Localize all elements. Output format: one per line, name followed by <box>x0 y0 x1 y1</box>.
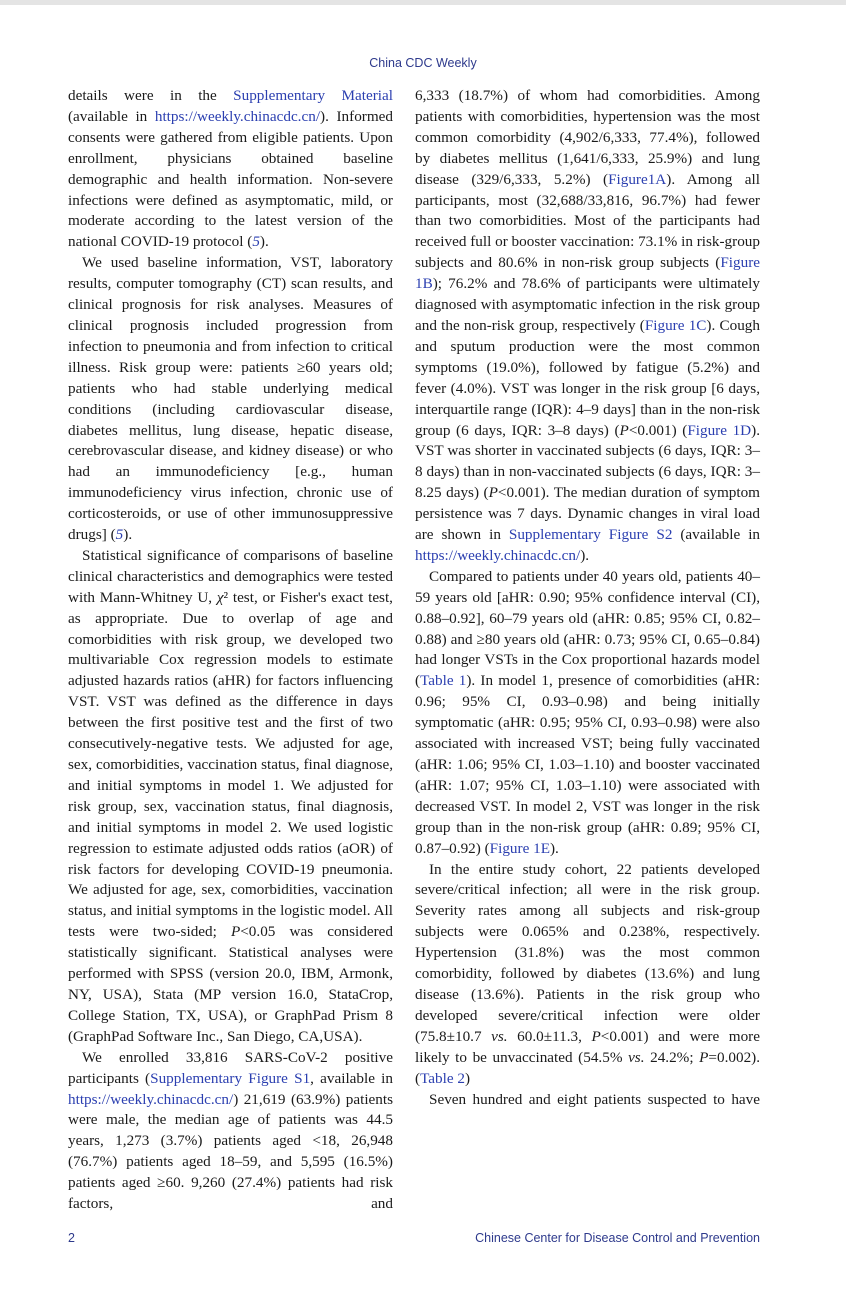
reference-link[interactable]: Supplementary Figure S2 <box>508 526 673 544</box>
page-number: 2 <box>68 1230 75 1245</box>
reference-link[interactable]: Figure1A <box>608 170 667 188</box>
reference-link[interactable]: https://weekly.chinacdc.cn/ <box>68 1090 234 1108</box>
reference-link[interactable]: Figure 1C <box>644 316 707 334</box>
reference-link[interactable]: Table 1 <box>420 672 467 690</box>
text-run: P <box>619 421 629 439</box>
reference-link[interactable]: Table 2 <box>420 1069 465 1087</box>
text-run: ). <box>580 546 590 564</box>
text-run: <0.001) ( <box>628 421 688 439</box>
left-column <box>68 86 393 1215</box>
text-run: Seven hundred and eight patients suspected to have <box>429 1090 760 1108</box>
paragraph <box>415 1090 760 1111</box>
text-run: Statistical significance of comparisons of baseline clinical characteristics and demographics were tested with Mann-Whitney U, <box>68 546 393 606</box>
reference-link[interactable]: Figure 1D <box>687 421 752 439</box>
reference-link[interactable]: Supplementary Figure S1 <box>150 1069 311 1087</box>
text-run: Compared to patients under 40 years old, patients 40–59 years old [aHR: 0.90; 95% confidence interval (CI), 0.88–0.92], 60–79 years old (aHR: 0.85; 95% CI, 0.82–0.88) and ≥80 years old (aHR: 0.73; 95% CI, 0.65–0.84) had longer VSTs in the Cox proportional hazards model ( <box>415 567 760 690</box>
text-run: ). Cough and sputum production were the most common symptoms (19.0%), followed by fatigue (5.2%) and fever (4.0%). VST was longer in the risk group [6 days, interquartile range (IQR): 4–9 days] than in the non-risk group (6 days, IQR: 3–8 days) ( <box>415 316 760 439</box>
text-run: 60.0±11.3, <box>507 1027 592 1045</box>
text-run: P <box>699 1048 709 1066</box>
text-run: We enrolled 33,816 SARS-CoV-2 positive participants ( <box>68 1048 393 1087</box>
paragraph <box>68 546 393 1048</box>
footer-organization: Chinese Center for Disease Control and Prevention <box>475 1230 760 1245</box>
text-run: ) 21,619 (63.9%) patients were male, the median age of patients was 44.5 years, 1,273 (3.7%) patients aged <18, 26,948 (76.7%) patients aged 18–59, and 5,595 (16.5%) patients aged ≥60. 9,260 (27.4%) patients had risk factors, and <box>68 1090 393 1213</box>
text-run: ² test, or Fisher's exact test, as appropriate. Due to overlap of age and comorbidities with risk group, we developed two multivariable Cox regression models to estimate adjusted hazards ratios (aHR) for factors influencing VST. VST was defined as the difference in days between the first positive test and the first of two consecutively-negative tests. We adjusted for age, sex, comorbidities, vaccination status, final diagnose, and initial symptoms in model 1. We adjusted for risk group, sex, vaccination status, final diagnosis, and initial symptoms in model 2. We used logistic regression to estimate adjusted odds ratios (aOR) of risk factors for developing COVID-19 pneumonia. We adjusted for age, sex, comorbidities, vaccination status, and initial symptoms in the logistic model. All tests were two-sided; <box>68 588 393 941</box>
text-run: ). VST was shorter in vaccinated subjects (6 days, IQR: 3–8 days) than in non-vaccinated subjects (6 days, IQR: 3–8.25 days) ( <box>415 421 761 502</box>
text-run: ). Among all participants, most (32,688/33,816, 96.7%) had fewer than two comorbidities. Most of the participants had received full or booster vaccination: 73.1% in risk-group subjects and 80.6% in non-risk group subjects ( <box>415 170 760 272</box>
text-run: ). In model 1, presence of comorbidities (aHR: 0.96; 95% CI, 0.93–0.98) and being initially symptomatic (aHR: 0.95; 95% CI, 0.93–0.98) were also associated with increased VST; being fully vaccinated (aHR: 1.06; 95% CI, 1.03–1.10) and booster vaccinated (aHR: 1.07; 95% CI, 1.03–1.10) were associated with decreased VST. In model 2, VST was longer in the risk group than in the non-risk group (aHR: 0.89; 95% CI, 0.87–0.92) ( <box>415 672 761 857</box>
text-run: We used baseline information, VST, laboratory results, computer tomography (CT) scan results, and clinical prognosis for risk analyses. Measures of clinical prognosis included progression from infection to pneumonia and from infection to critical illness. Risk group were: patients ≥60 years old; patients who had stable underlying medical conditions (including cardiovascular disease, diabetes mellitus, lung disease, hepatic disease, cerebrovascular disease, and kidney disease) or who had an immunodeficiency [e.g., human immunodeficiency virus infection, chronic use of corticosteroids, or use of other immunosuppressive drugs] ( <box>68 254 393 544</box>
text-run: <0.001) and were more likely to be unvaccinated (54.5% <box>415 1027 760 1066</box>
paragraph <box>68 253 393 546</box>
text-run: vs. <box>491 1027 508 1045</box>
running-header: China CDC Weekly <box>369 56 477 70</box>
paragraph <box>415 567 760 860</box>
text-run: P <box>488 484 498 502</box>
reference-link[interactable]: Figure 1E <box>489 839 550 857</box>
text-run: details were in the <box>68 87 234 104</box>
page-footer <box>0 1231 846 1291</box>
text-run: , available in <box>310 1069 393 1087</box>
text-run: (available in <box>68 107 155 125</box>
text-run: P <box>230 923 241 941</box>
reference-link[interactable]: https://weekly.chinacdc.cn/ <box>415 546 581 564</box>
paragraph <box>415 86 760 567</box>
text-run: ); 76.2% and 78.6% of participants were ultimately diagnosed with asymptomatic infection in the risk group and the non-risk group, respectively ( <box>415 275 760 334</box>
paragraph <box>415 860 760 1090</box>
reference-link[interactable]: https://weekly.chinacdc.cn/ <box>154 107 321 125</box>
text-run: <0.05 was considered statistically significant. Statistical analyses were performed with SPSS (version 20.0, IBM, Armonk, NY, USA), Stata (MP version 16.0, StataCrop, College Station, TX, USA), or GraphPad Prism 8 (GraphPad Software Inc., San Diego, CA,USA). <box>68 923 393 1045</box>
text-run: P <box>591 1027 601 1045</box>
text-run: 24.2%; <box>644 1048 700 1066</box>
text-run: ). <box>123 526 133 544</box>
paragraph <box>68 86 393 253</box>
text-run: ) <box>464 1069 471 1087</box>
text-run: 6,333 (18.7%) of whom had comorbidities. Among patients with comorbidities, hypertension was the most common comorbidity (4,902/6,333, 77.4%), followed by diabetes mellitus (1,641/6,333, 25.9%) and lung disease (329/6,333, 5.2%) ( <box>415 87 760 188</box>
reference-link[interactable]: 5 <box>115 526 124 544</box>
text-run: χ <box>216 588 224 606</box>
text-run: <0.001). The median duration of symptom persistence was 7 days. Dynamic changes in viral load are shown in <box>415 484 760 544</box>
text-run: In the entire study cohort, 22 patients developed severe/critical infection; all were in the risk group. Severity rates among all subjects and risk-group subjects were 0.065% and 0.238%, respectively. Hypertension (31.8%) was the most common comorbidity, followed by diabetes (13.6%) and lung disease (13.6%). Patients in the risk group who developed severe/critical infection were older (75.8±10.7 <box>415 860 760 1045</box>
reference-link[interactable]: 5 <box>252 233 260 251</box>
text-run: (available in <box>672 526 761 544</box>
reference-link[interactable]: Figure 1B <box>415 254 760 293</box>
reference-link[interactable]: Supplementary Material <box>233 87 393 104</box>
right-column <box>415 86 760 1110</box>
text-run: vs. <box>628 1048 645 1066</box>
text-run: ). <box>550 839 559 857</box>
paragraph <box>68 1048 393 1215</box>
text-run: ). Informed consents were gathered from eligible patients. Upon enrollment, physicians obtained baseline demographic and health information. Non-severe infections were defined as asymptomatic, mild, or moderate according to the latest version of the national COVID-19 protocol ( <box>68 107 393 251</box>
text-run: =0.002). ( <box>415 1048 761 1087</box>
text-run: ). <box>259 233 269 251</box>
